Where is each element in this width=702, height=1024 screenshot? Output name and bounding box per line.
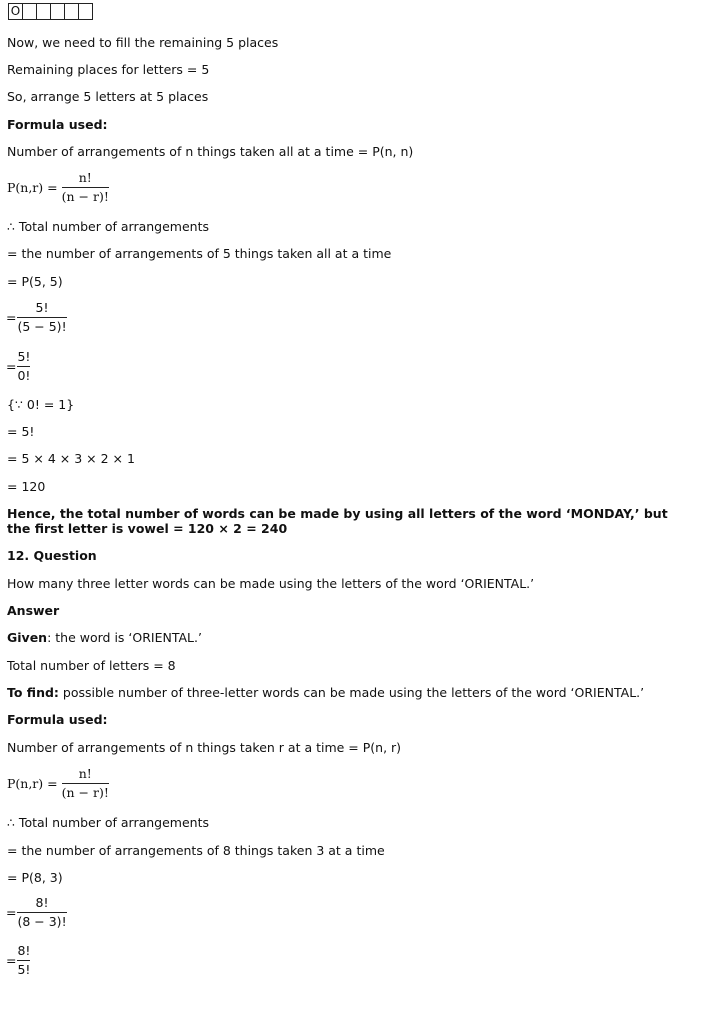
box-empty: [22, 3, 37, 20]
conclusion-line: the first letter is vowel = 120 × 2 = 240: [7, 521, 288, 536]
text-line: So, arrange 5 letters at 5 places: [7, 89, 209, 104]
formula-permutation: [7, 767, 109, 800]
text-line: = 5!: [7, 424, 35, 439]
fraction-step: [6, 944, 30, 977]
fraction-step: [6, 896, 67, 929]
box-empty: [78, 3, 93, 20]
answer-heading: Answer: [7, 603, 60, 618]
fraction-step: [6, 350, 30, 383]
formula-permutation: [7, 171, 109, 204]
letter-boxes: [8, 3, 92, 19]
text-line: = 120: [7, 479, 46, 494]
text-line: Number of arrangements of n things taken all at a time = P(n, n): [7, 144, 414, 159]
to-find-label: To find:: [7, 685, 59, 700]
text-line: = P(5, 5): [7, 274, 63, 289]
formula-lhs: P(n,r) =: [7, 180, 58, 195]
fraction-step: [6, 301, 67, 334]
text-line: = 5 × 4 × 3 × 2 × 1: [7, 451, 135, 466]
text-line: = the number of arrangements of 8 things taken 3 at a time: [7, 843, 385, 858]
box-empty: [36, 3, 51, 20]
fraction-denominator: 5!: [17, 962, 31, 977]
text-line: {∵ 0! = 1}: [7, 397, 75, 412]
box-empty: [64, 3, 79, 20]
text-line: = P(8, 3): [7, 870, 63, 885]
fraction-denominator: (n − r)!: [61, 785, 109, 800]
equals-sign: =: [6, 953, 17, 968]
section-heading: Formula used:: [7, 712, 108, 727]
text-line: Now, we need to fill the remaining 5 places: [7, 35, 279, 50]
fraction-bar: [17, 912, 66, 913]
fraction-numerator: 8!: [35, 895, 49, 910]
fraction-numerator: n!: [78, 766, 92, 781]
text-line: ∴ Total number of arrangements: [7, 815, 210, 830]
to-find-text: possible number of three-letter words can be made using the letters of the word ‘ORIENTAL.’: [58, 685, 645, 700]
equals-sign: =: [6, 310, 17, 325]
text-line: ∴ Total number of arrangements: [7, 219, 210, 234]
fraction-bar: [17, 366, 30, 367]
fraction-numerator: n!: [78, 170, 92, 185]
equals-sign: =: [6, 905, 17, 920]
question-heading: 12. Question: [7, 548, 97, 563]
equals-sign: =: [6, 359, 17, 374]
text-line: = the number of arrangements of 5 things taken all at a time: [7, 246, 392, 261]
to-find-line: [7, 685, 644, 701]
box-first: O: [8, 3, 23, 20]
formula-lhs: P(n,r) =: [7, 776, 58, 791]
text-line: Number of arrangements of n things taken r at a time = P(n, r): [7, 740, 402, 755]
section-heading: Formula used:: [7, 117, 108, 132]
fraction-denominator: (8 − 3)!: [17, 914, 67, 929]
conclusion-line: Hence, the total number of words can be made by using all letters of the word ‘MONDAY,’ but: [7, 506, 668, 521]
box-empty: [50, 3, 65, 20]
fraction-denominator: (5 − 5)!: [17, 319, 67, 334]
text-line: Total number of letters = 8: [7, 658, 176, 673]
fraction-denominator: (n − r)!: [61, 189, 109, 204]
given-label: Given: [7, 630, 48, 645]
question-text: How many three letter words can be made using the letters of the word ‘ORIENTAL.’: [7, 576, 535, 591]
given-line: [7, 630, 202, 646]
fraction-numerator: 5!: [17, 349, 31, 364]
fraction-bar: [62, 783, 109, 784]
given-text: : the word is ‘ORIENTAL.’: [47, 630, 202, 645]
fraction-bar: [17, 960, 30, 961]
fraction-bar: [17, 317, 66, 318]
fraction-denominator: 0!: [17, 368, 31, 383]
fraction-numerator: 5!: [35, 300, 49, 315]
fraction-numerator: 8!: [17, 943, 31, 958]
text-line: Remaining places for letters = 5: [7, 62, 210, 77]
fraction-bar: [62, 187, 109, 188]
